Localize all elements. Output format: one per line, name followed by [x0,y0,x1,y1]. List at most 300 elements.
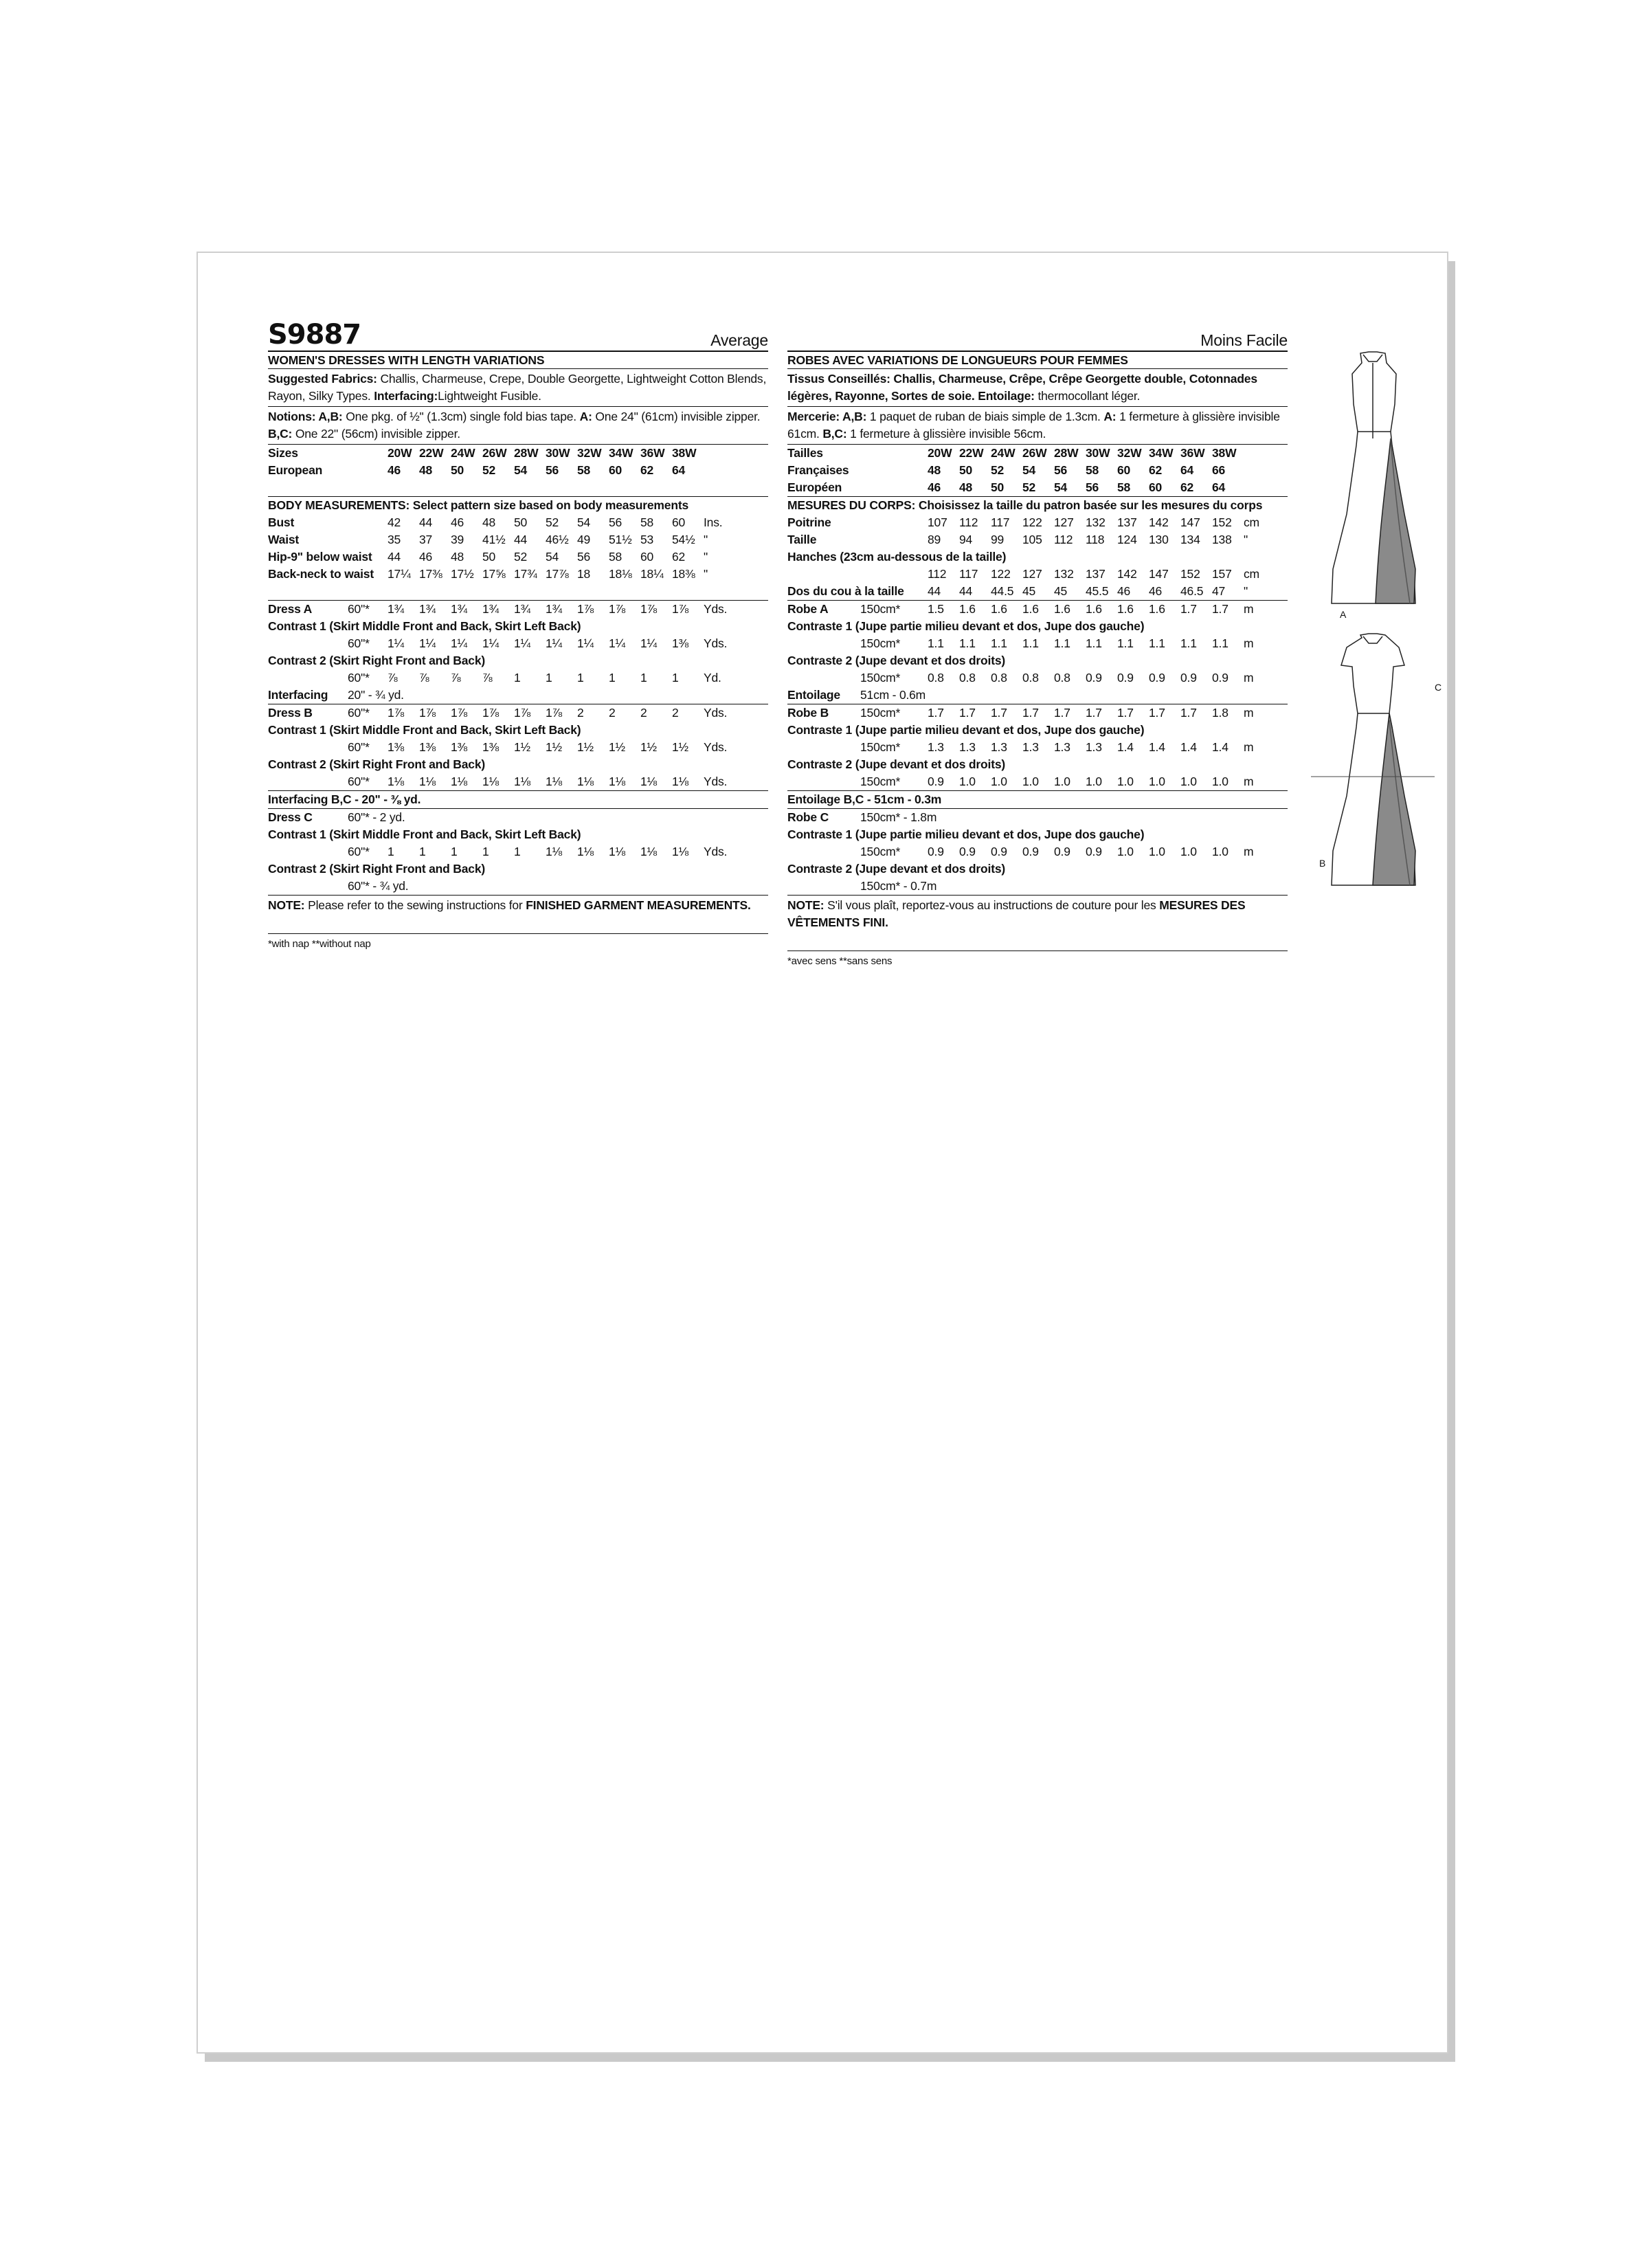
table-cell: 1⅞ [482,706,499,720]
table-cell: 1⅛ [514,775,530,788]
table-cell: 1⅜ [672,636,688,650]
table-cell: 1.6 [1022,602,1039,616]
table-cell: ⅞ [388,671,398,685]
table-cell: 22W [419,446,444,460]
table-cell: 1.3 [1022,740,1039,754]
table-cell: 17¼ [388,567,411,581]
difficulty-fr: Moins Facile [1200,331,1288,349]
table-cell: 1 [514,845,521,858]
table-cell: 127 [1054,515,1074,529]
table-cell: 1.7 [1180,602,1197,616]
table-cell: 1⅞ [609,602,625,616]
table-cell: 36W [640,446,665,460]
table-cell: 132 [1054,567,1074,581]
table-cell: 0.9 [1022,845,1039,858]
table-cell: 64 [1180,463,1194,477]
table-cell: 1⅞ [577,602,594,616]
table-cell: 56 [577,550,591,564]
table-cell: 20W [388,446,412,460]
table-cell: 46 [928,480,941,494]
table-cell: 47 [1212,584,1226,598]
yardage-robe-b: Robe B 150cm* 1.7 1.7 1.7 1.7 1.7 1.7 1.7 1.7 1.7 1.8 m Contraste 1 (Jupe partie milieu devant et dos, Jupe dos gauche) 150cm* 1.3 1.3 1.3 1.3 1.3 1.3 1.4 1.4 1.4 1.4 m Contraste 2 (Jupe devant et dos droits) 150cm* 0.9 1.0 1.0 1.0 1.0 1.0 1.0 1.0 1.0 1.0 m [787,704,1288,790]
table-cell: 1½ [640,740,657,754]
table-cell: 45 [1054,584,1068,598]
table-cell: 1⅛ [672,845,688,858]
table-cell: 60 [1149,480,1163,494]
table-cell: 17⅜ [419,567,442,581]
table-cell: 1⅜ [419,740,436,754]
table-cell: 1.5 [928,602,944,616]
table-cell: 51½ [609,533,632,546]
fabrics: Suggested Fabrics: Challis, Charmeuse, Crepe, Double Georgette, Lightweight Cotton Blends, Rayon, Silky Types. Interfacing:Lightweight Fusible. [268,368,768,406]
measurement-row: Bust 42 44 46 48 50 52 54 56 58 60 Ins. [268,514,768,531]
dress-a-sketch [1332,352,1415,603]
pattern-title: WOMEN'S DRESSES WITH LENGTH VARIATIONS [268,351,768,368]
table-cell: 28W [514,446,539,460]
table-cell: 52 [546,515,559,529]
table-cell: 0.9 [1212,671,1229,685]
table-cell: 1.6 [1086,602,1102,616]
table-cell: 152 [1212,515,1232,529]
table-cell: 1 [388,845,394,858]
table-cell: 56 [1054,463,1068,477]
table-cell: 1.6 [1117,602,1134,616]
table-cell: 54 [514,463,528,477]
french-column [787,319,1288,970]
yardage-robe-c: Robe C 150cm* - 1.8m Contraste 1 (Jupe partie milieu devant et dos, Jupe dos gauche) 150cm* 0.9 0.9 0.9 0.9 0.9 0.9 1.0 1.0 1.0 1.0 m Contraste 2 (Jupe devant et dos droits) 150cm* - 0.7m [787,808,1288,895]
table-cell: 48 [959,480,973,494]
table-cell: 1 [482,845,489,858]
table-cell: 46.5 [1180,584,1204,598]
table-cell: 1½ [609,740,625,754]
table-cell: 99 [991,533,1005,546]
table-cell: 50 [514,515,528,529]
table-cell: 1⅜ [482,740,499,754]
measurement-row: Back-neck to waist 17¼ 17⅜ 17½ 17⅝ 17¾ 17⅞ 18 18⅛ 18¼ 18⅜ " [268,566,768,583]
table-cell: 60 [672,515,686,529]
table-cell: 1.4 [1180,740,1197,754]
table-cell: 1¼ [577,636,594,650]
table-cell: 1.7 [1054,706,1070,720]
table-cell: 49 [577,533,591,546]
yardage-dress-c: Dress C 60"* - 2 yd. Contrast 1 (Skirt Middle Front and Back, Skirt Left Back) 60"* 1 1 1 1 1 1⅛ 1⅛ 1⅛ 1⅛ 1⅛ Yds. Contrast 2 (Skirt Right Front and Back) 60"* - ¾ yd. [268,808,768,895]
table-cell: 1¾ [514,602,530,616]
table-cell: 1.0 [1212,845,1229,858]
fabrics-fr: Tissus Conseillés: Challis, Charmeuse, Crêpe, Crêpe Georgette double, Cotonnades légères, Rayonne, Sortes de soie. Entoilage: thermocollant léger. [787,368,1288,406]
table-cell: 58 [577,463,591,477]
table-cell: 1 [451,845,458,858]
table-cell: 26W [1022,446,1047,460]
table-cell: 54 [1054,480,1068,494]
table-cell: 147 [1180,515,1200,529]
table-cell: 1 [672,671,679,685]
table-cell: 24W [451,446,475,460]
table-cell: 1⅛ [546,845,562,858]
table-cell: 1⅞ [546,706,562,720]
table-cell: ⅞ [451,671,461,685]
figure-label-a: A [1340,609,1347,620]
table-cell: 107 [928,515,947,529]
table-cell: 1.0 [1117,775,1134,788]
table-cell: 122 [991,567,1011,581]
table-cell: 134 [1180,533,1200,546]
table-cell: 50 [451,463,464,477]
table-cell: 66 [1212,463,1226,477]
table-cell: 38W [1212,446,1237,460]
table-cell: 1.3 [1054,740,1070,754]
note: NOTE: Please refer to the sewing instructions for FINISHED GARMENT MEASUREMENTS. [268,895,768,914]
table-cell: 0.9 [1117,671,1134,685]
table-cell: 1.6 [991,602,1007,616]
table-cell: 127 [1022,567,1042,581]
table-cell: 52 [482,463,496,477]
table-cell: 1.0 [1086,775,1102,788]
table-cell: 157 [1212,567,1232,581]
table-cell: 137 [1117,515,1137,529]
table-cell: 26W [482,446,507,460]
table-cell: 46 [419,550,433,564]
table-cell: 52 [991,463,1005,477]
table-cell: 1 [514,671,521,685]
table-cell: 1⅞ [451,706,467,720]
table-cell: 17½ [451,567,474,581]
figure-label-b: B [1319,858,1326,869]
table-cell: 1.0 [1149,845,1165,858]
table-cell: 1.7 [1022,706,1039,720]
table-cell: 0.8 [959,671,976,685]
table-cell: 44 [514,533,528,546]
table-cell: 22W [959,446,984,460]
table-cell: 112 [1054,533,1073,546]
table-cell: 41½ [482,533,506,546]
table-cell: 52 [514,550,528,564]
table-cell: 1¾ [451,602,467,616]
table-cell: 1¼ [640,636,657,650]
table-cell: 2 [672,706,679,720]
table-cell: 1¾ [482,602,499,616]
table-cell: 1⅛ [672,775,688,788]
yardage-dress-b: Dress B 60"* 1⅞ 1⅞ 1⅞ 1⅞ 1⅞ 1⅞ 2 2 2 2 Yds. Contrast 1 (Skirt Middle Front and Back, Skirt Left Back) 60"* 1⅜ 1⅜ 1⅜ 1⅜ 1½ 1½ 1½ 1½ 1½ 1½ Yds. Contrast 2 (Skirt Right Front and Back) 60"* 1⅛ 1⅛ 1⅛ 1⅛ 1⅛ 1⅛ 1⅛ 1⅛ 1⅛ 1⅛ Yds. [268,704,768,790]
entoilage-bc: Entoilage B,C - 51cm - 0.3m [787,790,1288,808]
table-cell: 1¾ [546,602,562,616]
table-cell: 1⅞ [514,706,530,720]
table-cell: 1.1 [1117,636,1134,650]
table-cell: 1.1 [1022,636,1039,650]
table-cell: 18⅛ [609,567,632,581]
interfacing-bc: Interfacing B,C - 20" - ⅜ yd. [268,790,768,808]
table-cell: 1⅛ [388,775,404,788]
table-cell: 38W [672,446,697,460]
yardage-dress-a: Dress A 60"* 1¾ 1¾ 1¾ 1¾ 1¾ 1¾ 1⅞ 1⅞ 1⅞ 1⅞ Yds. Contrast 1 (Skirt Middle Front and Back, Skirt Left Back) 60"* 1¼ 1¼ 1¼ 1¼ 1¼ 1¼ 1¼ 1¼ 1¼ 1⅜ Yds. Contrast 2 (Skirt Right Front and Back) 60"* ⅞ ⅞ ⅞ ⅞ 1 1 1 1 1 1 Yd. Interfacing 20" - ¾ yd. [268,600,768,704]
table-cell: 1.0 [1117,845,1134,858]
table-cell: 1.0 [959,775,976,788]
footnote: *with nap **without nap [268,933,768,953]
table-cell: 1.4 [1149,740,1165,754]
table-cell: 1.7 [991,706,1007,720]
table-cell: 58 [1117,480,1131,494]
table-cell: 50 [991,480,1005,494]
table-cell: 58 [609,550,622,564]
table-cell: 0.9 [1054,845,1070,858]
size-table [268,444,768,479]
table-cell: 1⅞ [419,706,436,720]
table-cell: 1¾ [388,602,404,616]
table-cell: 1.3 [1086,740,1102,754]
table-cell: 142 [1149,515,1169,529]
pattern-title-fr: ROBES AVEC VARIATIONS DE LONGUEURS POUR FEMMES [787,351,1288,368]
table-cell: 17⅞ [546,567,569,581]
table-cell: 18⅜ [672,567,695,581]
table-cell: 58 [640,515,654,529]
table-cell: 46½ [546,533,569,546]
table-cell: 45.5 [1086,584,1109,598]
body-measurements-fr: MESURES DU CORPS: Choisissez la taille du patron basée sur les mesures du corps Poitrine 107 112 117 122 127 132 137 142 147 152 cm Taille 89 94 99 105 112 118 124 130 134 138 " Hanches (23cm au-dessous de la taille) 112 117 122 127 132 137 142 147 152 157 cm Dos du cou à la taille 44 44 44.5 45 45 45.5 46 46 46.5 47 " [787,496,1288,600]
table-cell: 142 [1117,567,1137,581]
dress-sketches [1304,342,1442,1030]
table-cell: 1¼ [451,636,467,650]
table-cell: 50 [959,463,973,477]
table-cell: 1⅛ [419,775,436,788]
table-cell: 62 [672,550,686,564]
table-cell: 48 [482,515,496,529]
table-cell: 1½ [546,740,562,754]
table-cell: 1⅞ [388,706,404,720]
footnote-fr: *avec sens **sans sens [787,950,1288,970]
table-cell: 56 [1086,480,1099,494]
table-cell: 35 [388,533,401,546]
table-cell: ⅞ [419,671,429,685]
table-cell: 1.4 [1212,740,1229,754]
table-cell: 44 [928,584,941,598]
table-cell: 89 [928,533,941,546]
measurement-row: Waist 35 37 39 41½ 44 46½ 49 51½ 53 54½ " [268,531,768,548]
table-cell: 1.3 [959,740,976,754]
table-cell: 1 [419,845,426,858]
table-cell: 117 [959,567,978,581]
table-cell: 2 [577,706,584,720]
table-cell: 0.9 [1086,671,1102,685]
notions-fr: Mercerie: A,B: 1 paquet de ruban de biais simple de 1.3cm. A: 1 fermeture à glissière invisible 61cm. B,C: 1 fermeture à glissière invisible 56cm. [787,406,1288,444]
table-cell: 45 [1022,584,1036,598]
table-cell: 54½ [672,533,695,546]
table-cell: 30W [1086,446,1110,460]
table-cell: 1⅜ [388,740,404,754]
table-cell: 48 [928,463,941,477]
table-cell: 54 [577,515,591,529]
table-cell: 1¼ [609,636,625,650]
table-cell: 58 [1086,463,1099,477]
table-cell: 1⅛ [577,845,594,858]
table-cell: 118 [1086,533,1105,546]
table-cell: 60 [1117,463,1131,477]
table-cell: 1⅞ [640,602,657,616]
table-cell: 1.1 [1212,636,1229,650]
table-cell: 62 [1180,480,1194,494]
table-cell: 122 [1022,515,1042,529]
table-cell: 54 [546,550,559,564]
table-cell: 1.8 [1212,706,1229,720]
table-cell: 1⅛ [640,845,657,858]
table-cell: 48 [419,463,433,477]
table-cell: 2 [640,706,647,720]
table-cell: 1.1 [991,636,1007,650]
table-cell: 1⅛ [546,775,562,788]
table-cell: 62 [640,463,654,477]
body-measurements: BODY MEASUREMENTS: Select pattern size based on body measurements Bust 42 44 46 48 50 52 54 56 58 60 Ins. Waist 35 37 39 41½ 44 46½ 49 51½ 53 54½ " Hip-9" below waist 44 46 48 50 52 54 56 58 60 62 " Back-neck to waist 17¼ 17⅜ 17½ 17⅝ 17¾ 17⅞ 18 18⅛ 18¼ 18⅜ " [268,496,768,583]
yardage-robe-a: Robe A 150cm* 1.5 1.6 1.6 1.6 1.6 1.6 1.6 1.6 1.7 1.7 m Contraste 1 (Jupe partie milieu devant et dos, Jupe dos gauche) 150cm* 1.1 1.1 1.1 1.1 1.1 1.1 1.1 1.1 1.1 1.1 m Contraste 2 (Jupe devant et dos droits) 150cm* 0.8 0.8 0.8 0.8 0.8 0.9 0.9 0.9 0.9 0.9 m Entoilage 51cm - 0.6m [787,600,1288,704]
table-cell: 60 [640,550,654,564]
table-cell: 1.3 [928,740,944,754]
table-cell: 1.1 [1086,636,1102,650]
table-cell: 44 [959,584,973,598]
table-cell: 24W [991,446,1016,460]
size-table-fr: Tailles 20W 22W 24W 26W 28W 30W 32W 34W 36W 38W Françaises 48 50 52 54 56 58 60 62 64 66 Européen 46 48 50 52 54 56 58 60 62 64 [787,444,1288,496]
table-cell: 1.6 [959,602,976,616]
table-cell: 112 [959,515,978,529]
table-cell: 1¼ [546,636,562,650]
table-cell: 50 [482,550,496,564]
european-row: European 46 48 50 52 54 56 58 60 62 64 [268,462,768,479]
table-cell: 130 [1149,533,1169,546]
table-cell: 2 [609,706,616,720]
table-cell: 44 [419,515,433,529]
table-cell: 1½ [514,740,530,754]
table-cell: 1 [609,671,616,685]
table-cell: 0.9 [1180,671,1197,685]
table-cell: 34W [1149,446,1174,460]
notions: Notions: A,B: One pkg. of ½" (1.3cm) single fold bias tape. A: One 24" (61cm) invisible zipper. B,C: One 22" (56cm) invisible zipper. [268,406,768,444]
table-cell: 1.1 [1054,636,1070,650]
table-cell: 39 [451,533,464,546]
table-cell: 112 [928,567,947,581]
table-cell: 0.9 [959,845,976,858]
table-cell: 1½ [672,740,688,754]
table-cell: 17⅝ [482,567,506,581]
table-cell: 117 [991,515,1010,529]
table-cell: 1⅛ [451,775,467,788]
table-cell: 1.0 [991,775,1007,788]
table-cell: 0.9 [1149,671,1165,685]
table-cell: 54 [1022,463,1036,477]
table-cell: 1.6 [1149,602,1165,616]
table-cell: 37 [419,533,433,546]
table-cell: 46 [451,515,464,529]
table-cell: 34W [609,446,633,460]
table-cell: 44.5 [991,584,1014,598]
table-cell: 64 [1212,480,1226,494]
table-cell: 124 [1117,533,1137,546]
table-cell: 1 [546,671,552,685]
table-cell: 0.9 [991,845,1007,858]
pattern-code: S9887 [268,319,361,351]
table-cell: 1¼ [482,636,499,650]
table-cell: 1¼ [419,636,436,650]
table-cell: 1.1 [959,636,976,650]
table-cell: 1.3 [991,740,1007,754]
table-cell: 1⅛ [577,775,594,788]
header-fr [787,319,1288,351]
table-cell: 32W [1117,446,1142,460]
table-cell: 1⅜ [451,740,467,754]
table-cell: 48 [451,550,464,564]
table-cell: 0.9 [928,845,944,858]
table-cell: 1.0 [1022,775,1039,788]
figure-label-c: C [1435,682,1442,693]
table-cell: 1.0 [1054,775,1070,788]
table-cell: 1.1 [928,636,944,650]
table-cell: 1⅛ [609,775,625,788]
english-column [268,319,768,953]
table-cell: 1⅛ [640,775,657,788]
table-cell: 1.7 [928,706,944,720]
table-cell: 1.1 [1149,636,1165,650]
table-cell: 60 [609,463,622,477]
header [268,319,768,351]
table-cell: 36W [1180,446,1205,460]
table-cell: 94 [959,533,973,546]
table-cell: 1⅛ [609,845,625,858]
table-cell: 64 [672,463,686,477]
table-cell: 1.7 [1149,706,1165,720]
table-cell: 1⅞ [672,602,688,616]
measurement-row: Hip-9" below waist 44 46 48 50 52 54 56 58 60 62 " [268,548,768,566]
table-cell: 1.1 [1180,636,1197,650]
table-cell: 137 [1086,567,1106,581]
table-cell: 0.8 [928,671,944,685]
table-cell: 1.7 [1180,706,1197,720]
table-cell: 28W [1054,446,1079,460]
difficulty: Average [710,331,768,349]
table-cell: 1¾ [419,602,436,616]
table-cell: 1.0 [1180,775,1197,788]
table-cell: 0.8 [991,671,1007,685]
table-cell: 1.0 [1212,775,1229,788]
table-cell: 1.7 [959,706,976,720]
table-cell: 1.0 [1180,845,1197,858]
table-cell: 20W [928,446,952,460]
table-cell: 53 [640,533,654,546]
table-cell: 1.0 [1149,775,1165,788]
table-cell: 1¼ [514,636,530,650]
table-cell: 1.4 [1117,740,1134,754]
table-cell: 1½ [577,740,594,754]
table-cell: 44 [388,550,401,564]
table-cell: 147 [1149,567,1169,581]
table-cell: 32W [577,446,602,460]
table-cell: 105 [1022,533,1042,546]
table-cell: 0.8 [1054,671,1070,685]
table-cell: 138 [1212,533,1232,546]
table-cell: 0.8 [1022,671,1039,685]
table-cell: ⅞ [482,671,493,685]
table-cell: 52 [1022,480,1036,494]
table-cell: 0.9 [1086,845,1102,858]
dress-b-sketch [1311,634,1435,885]
table-cell: 56 [546,463,559,477]
table-cell: 17¾ [514,567,537,581]
table-cell: 0.9 [928,775,944,788]
table-cell: 46 [388,463,401,477]
table-cell: 56 [609,515,622,529]
pattern-back-sheet [197,252,1448,2054]
table-cell: 132 [1086,515,1106,529]
table-cell: 1.7 [1212,602,1229,616]
table-cell: 18¼ [640,567,664,581]
table-cell: 62 [1149,463,1163,477]
table-cell: 1.6 [1054,602,1070,616]
table-cell: 152 [1180,567,1200,581]
table-cell: 30W [546,446,570,460]
